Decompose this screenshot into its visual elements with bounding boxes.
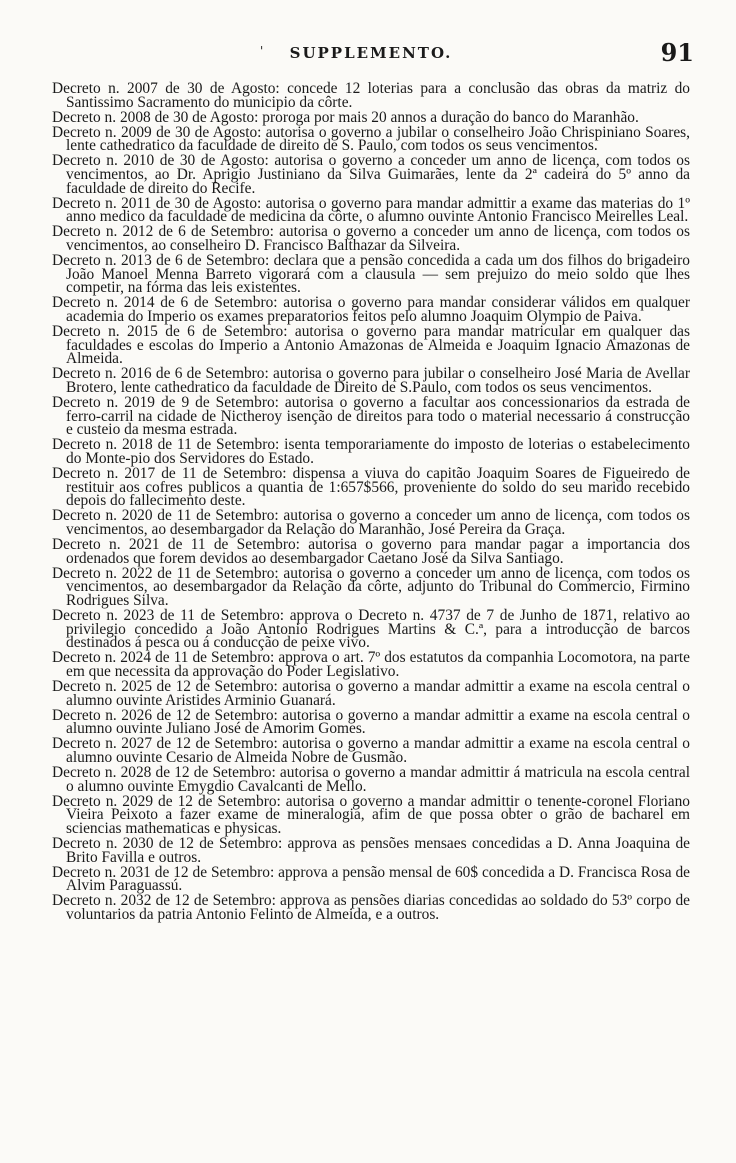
decree-entry: Decreto n. 2018 de 11 de Setembro: isenta temporariamente do imposto de loterias o estabelecimento do Monte-pio dos Servidores do Estado. bbox=[52, 436, 690, 467]
decree-entry: Decreto n. 2017 de 11 de Setembro: dispensa a viuva do capitão Joaquim Soares de Figueiredo de restituir aos cofres publicos a quantia de 1:657$566, proveniente do soldo do seu marido recebido depois do fallecimento deste. bbox=[52, 465, 690, 510]
decree-entry: Decreto n. 2024 de 11 de Setembro: approva o art. 7º dos estatutos da companhia Locomotora, na parte em que necessita da approvação do Poder Legislativo. bbox=[52, 649, 690, 680]
decree-entry: Decreto n. 2009 de 30 de Agosto: autorisa o governo a jubilar o conselheiro João Chrispiniano Soares, lente cathedratico da faculdade de direito de S. Paulo, com todos os seus vencimentos. bbox=[52, 123, 690, 155]
page-title: SUPPLEMENTO. bbox=[289, 44, 453, 62]
decree-entry: Decreto n. 2032 de 12 de Setembro: approva as pensões diarias concedidas ao soldado do 53º corpo de voluntarios da patria Antonio Felinto de Almeida, e a outros. bbox=[52, 892, 690, 923]
decree-entry: Decreto n. 2025 de 12 de Setembro: autorisa o governo a mandar admittir a exame na escola central o alumno ouvinte Aristides Arminio Guanará. bbox=[52, 677, 690, 709]
decree-entry: Decreto n. 2021 de 11 de Setembro: autorisa o governo para mandar pagar a importancia dos ordenados que forem devidos ao desembargador Caetano José da Silva Santiago. bbox=[52, 536, 690, 567]
decree-entry: Decreto n. 2015 de 6 de Setembro: autorisa o governo para mandar matricular em qualquer das faculdades e escolas do Imperio a Antonio Amazonas de Almeida e Joaquim Ignacio Amazonas de Almeida. bbox=[52, 323, 690, 368]
margin-mark: ' bbox=[260, 44, 264, 58]
decree-entry: Decreto n. 2012 de 6 de Setembro: autorisa o governo a conceder um anno de licença, com todos os vencimentos, ao conselheiro D. Francisco Balthazar da Silveira. bbox=[52, 223, 690, 255]
decree-entry: Decreto n. 2023 de 11 de Setembro: approva o Decreto n. 4737 de 7 de Junho de 1871, relativo ao privilegio concedido a João Antonio Rodrigues Martins & C.ª, para a introducção de barcos destinados á pesca ou á conducção de peixe vivo. bbox=[52, 606, 690, 652]
decree-entry: Decreto n. 2027 de 12 de Setembro: autorisa o governo a mandar admittir a exame na escola central o alumno ouvinte Cesario de Almeida Nobre de Gusmão. bbox=[52, 735, 690, 766]
decree-entry: Decreto n. 2019 de 9 de Setembro: autorisa o governo a facultar aos concessionarios da estrada de ferro-carril na cidade de Nictheroy isenção de direitos para todo o material necessario á construcção e custeio da mesma estrada. bbox=[52, 394, 690, 439]
decree-entry: Decreto n. 2008 de 30 de Agosto: proroga por mais 20 annos a duração do banco do Maranhão. bbox=[52, 108, 639, 126]
decree-entry: Decreto n. 2016 de 6 de Setembro: autorisa o governo para jubilar o conselheiro José Maria de Avellar Brotero, lente cathedratico da faculdade de Direito de S.Paulo, com todos os seus vencimentos. bbox=[52, 365, 690, 396]
decree-entry: Decreto n. 2020 de 11 de Setembro: autorisa o governo a conceder um anno de licença, com todos os vencimentos, ao desembargador da Relação do Maranhão, José Pereira da Graça. bbox=[52, 507, 690, 538]
page-number: 91 bbox=[660, 38, 694, 67]
decree-entry: Decreto n. 2011 de 30 de Agosto: autorisa o governo para mandar admittir a exame das materias do 1º anno medico da faculdade de medicina da côrte, o alumno ouvinte Antonio Francisco Meirelles Leal. bbox=[52, 194, 690, 226]
decree-entry: Decreto n. 2010 de 30 de Agosto: autorisa o governo a conceder um anno de licença, com todos os vencimentos, ao Dr. Aprigio Justiniano da Silva Guimarães, lente da 2ª cadeira do 5º anno da faculdade de direito do Recife. bbox=[52, 152, 690, 197]
decree-entry: Decreto n. 2014 de 6 de Setembro: autorisa o governo para mandar considerar válidos em qualquer academia do Imperio os exames preparatorios feitos pelo alumno Joaquim Olympio de Paiva. bbox=[52, 294, 690, 325]
decree-entry: Decreto n. 2031 de 12 de Setembro: approva a pensão mensal de 60$ concedida a D. Francisca Rosa de Alvim Paraguassú. bbox=[52, 863, 690, 895]
decree-entry: Decreto n. 2028 de 12 de Setembro: autorisa o governo a mandar admittir á matricula na escola central o alumno ouvinte Emygdio Cavalcanti de Mello. bbox=[52, 764, 690, 795]
decree-entry: Decreto n. 2013 de 6 de Setembro: declara que a pensão concedida a cada um dos filhos do brigadeiro João Manoel Menna Barreto vigorará com a clausula — sem prejuizo do meio soldo que lhes competir, na fórma das leis existentes. bbox=[52, 252, 690, 297]
page-header bbox=[52, 38, 694, 80]
decree-entry: Decreto n. 2030 de 12 de Setembro: approva as pensões mensaes concedidas a D. Anna Joaquina de Brito Favilla e outros. bbox=[52, 834, 690, 866]
decree-entry: Decreto n. 2026 de 12 de Setembro: autorisa o governo a mandar admittir a exame na escola central o alumno ouvinte Juliano José de Amorim Gomes. bbox=[52, 706, 690, 738]
decree-entry: Decreto n. 2007 de 30 de Agosto: concede 12 loterias para a conclusão das obras da matriz do Santissimo Sacramento do municipio da côrte. bbox=[52, 80, 690, 111]
decree-entry: Decreto n. 2029 de 12 de Setembro: autorisa o governo a mandar admittir o tenente-coronel Floriano Vieira Peixoto a fazer exame de mineralogia, afim de que possa obter o grão de bacharel em sciencias mathematicas e physicas. bbox=[52, 792, 690, 837]
decree-entry: Decreto n. 2022 de 11 de Setembro: autorisa o governo a conceder um anno de licença, com todos os vencimentos, ao desembargador da Relação da côrte, adjunto do Tribunal do Commercio, Firmino Rodrigues Silva. bbox=[52, 564, 690, 609]
decree-list bbox=[52, 82, 690, 922]
